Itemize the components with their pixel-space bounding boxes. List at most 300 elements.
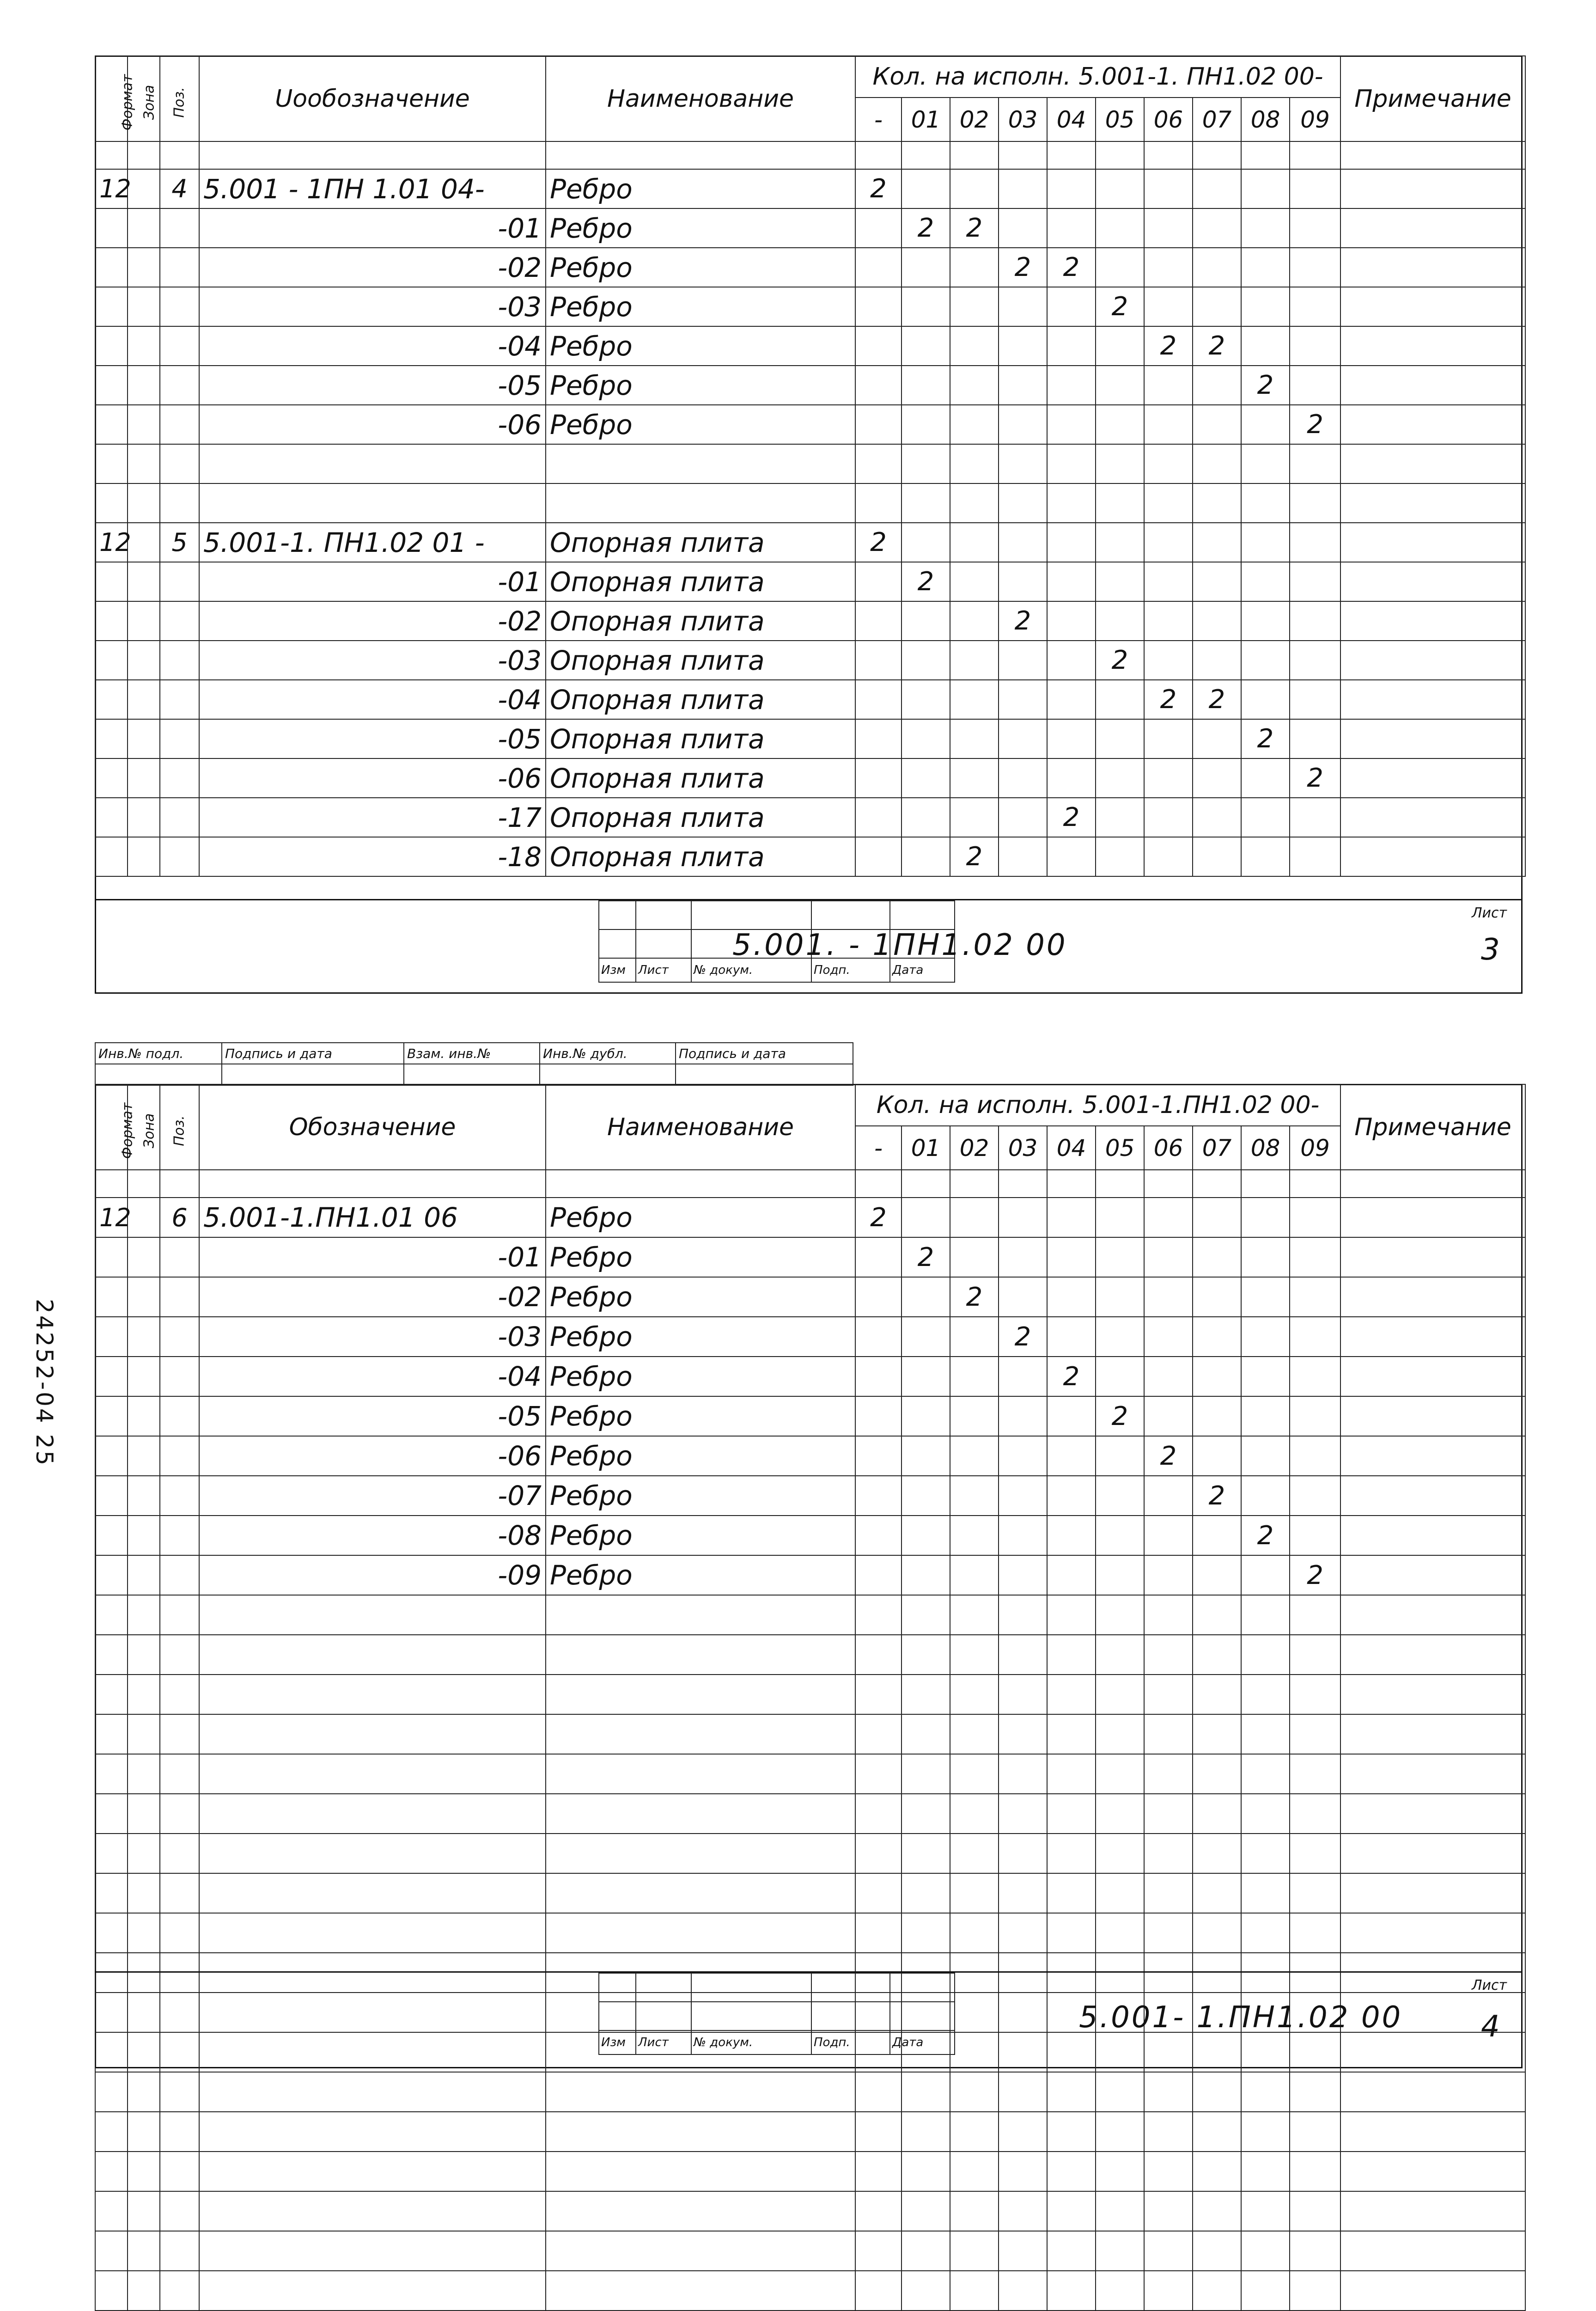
quantity-cell [1193,483,1241,523]
quantity-cell [1241,523,1290,562]
quantity-cell [1047,483,1096,523]
zone-cell [128,483,160,523]
quantity-cell [950,719,999,758]
empty-cell [855,1913,902,1953]
note-cell [1340,680,1525,719]
empty-cell [902,2191,950,2231]
quantity-cell [1290,837,1340,876]
zone-cell [128,1396,160,1436]
quantity-cell [1096,1198,1144,1237]
table-row [95,1396,1525,1436]
designation-cell: -04 [199,1357,546,1396]
quantity-cell [1290,287,1340,326]
format-cell: 12 [95,1198,128,1237]
quantity-cell: 2 [1047,248,1096,287]
format-cell [95,483,128,523]
designation-cell: -04 [199,326,546,366]
quantity-cell [1096,208,1144,248]
table-row [95,405,1525,444]
quantity-cell [1144,1237,1193,1277]
designation-cell: -01 [199,562,546,601]
table-row [95,837,1525,876]
empty-cell [1047,1873,1096,1913]
empty-cell [999,1170,1047,1198]
empty-cell [1290,2191,1340,2231]
empty-cell [95,2072,128,2112]
quantity-cell [950,287,999,326]
note-cell [1340,1396,1525,1436]
quantity-cell [999,483,1047,523]
title-col-label: № докум. [691,958,811,982]
empty-cell [199,1714,546,1754]
empty-cell [1193,2191,1241,2231]
empty-cell [950,2152,999,2191]
empty-cell [855,2072,902,2112]
empty-cell [546,1635,855,1675]
empty-cell [1340,1170,1525,1198]
position-cell [160,1357,199,1396]
quantity-cell [855,837,902,876]
format-cell [95,444,128,483]
empty-cell [999,2152,1047,2191]
name-header: Наименование [546,56,855,141]
quantity-cell [1096,523,1144,562]
title-col-label: Дата [890,958,955,982]
position-cell [160,208,199,248]
quantity-cell [1144,641,1193,680]
designation-cell: -05 [199,719,546,758]
quantity-cell [1241,641,1290,680]
quantity-cell [1290,562,1340,601]
quantity-cell: 2 [855,169,902,208]
quantity-cell [1096,326,1144,366]
quantity-cell: 2 [950,837,999,876]
empty-cell [546,1714,855,1754]
empty-cell [1193,1913,1241,1953]
execution-col-7: 07 [1193,98,1241,141]
zone-cell [128,758,160,798]
empty-cell [1290,1913,1340,1953]
format-cell [95,208,128,248]
designation-header: Обозначение [199,1084,546,1170]
empty-cell [1340,2152,1525,2191]
quantity-cell [1096,1436,1144,1476]
empty-cell [855,2191,902,2231]
empty-cell [546,1754,855,1794]
quantity-cell [1096,1277,1144,1317]
quantity-cell [1193,1277,1241,1317]
table-row [95,169,1525,208]
empty-cell [1193,1170,1241,1198]
empty-cell [95,2191,128,2231]
quantity-cell [902,680,950,719]
empty-cell [1047,1595,1096,1635]
format-cell [95,405,128,444]
quantity-cell: 2 [1193,326,1241,366]
quantity-cell [1193,562,1241,601]
name-cell: Ребро [546,1516,855,1555]
quantity-cell [1047,837,1096,876]
empty-cell [546,2152,855,2191]
designation-cell: -04 [199,680,546,719]
sheet-number: 4 [1481,2010,1502,2044]
empty-cell [1193,1794,1241,1834]
quantity-cell [1241,483,1290,523]
empty-cell [199,2191,546,2231]
empty-cell [999,1714,1047,1754]
quantity-cell [950,562,999,601]
quantity-cell [950,680,999,719]
empty-cell [128,2231,160,2271]
title-col-label: № докум. [691,2030,811,2054]
note-cell [1340,641,1525,680]
quantity-cell [1290,248,1340,287]
name-cell: Ребро [546,287,855,326]
title-col-label: Дата [890,2030,955,2054]
empty-cell [95,1714,128,1754]
quantity-cell: 2 [999,248,1047,287]
quantity-cell [1144,1555,1193,1595]
note-cell [1340,169,1525,208]
quantity-cell [1144,798,1193,837]
empty-cell [950,1635,999,1675]
empty-cell [128,1754,160,1794]
empty-cell [1144,1635,1193,1675]
quantity-cell [1241,287,1290,326]
position-cell [160,562,199,601]
quantity-cell [855,1237,902,1277]
empty-cell [1290,1794,1340,1834]
empty-cell [1096,2152,1144,2191]
table-row [95,2231,1525,2271]
empty-cell [1047,2112,1096,2152]
empty-cell [1241,2152,1290,2191]
table-row [95,1555,1525,1595]
quantity-cell [1096,1317,1144,1357]
quantity-cell [1241,248,1290,287]
table-row [95,562,1525,601]
empty-cell [902,2152,950,2191]
empty-cell [199,1913,546,1953]
quantity-cell: 2 [1144,1436,1193,1476]
empty-cell [199,2271,546,2311]
name-cell: Ребро [546,405,855,444]
format-cell [95,1396,128,1436]
empty-cell [950,2231,999,2271]
revision-cell [599,929,636,958]
quantity-cell [950,248,999,287]
empty-cell [128,1714,160,1754]
empty-cell [128,1595,160,1635]
format-cell [95,1516,128,1555]
empty-cell [1193,2112,1241,2152]
quantity-cell [1290,680,1340,719]
quantity-cell [999,444,1047,483]
empty-cell [199,1873,546,1913]
empty-cell [1340,1834,1525,1873]
empty-cell [1047,2271,1096,2311]
empty-cell [160,2271,199,2311]
stamp-value [676,1064,853,1085]
quantity-cell [950,523,999,562]
title-col-label: Подп. [811,958,890,982]
designation-cell: -03 [199,641,546,680]
quantity-cell: 2 [855,523,902,562]
format-cell: 12 [95,523,128,562]
quantity-cell [999,287,1047,326]
empty-cell [1290,141,1340,169]
stamp-label: Подпись и дата [222,1043,404,1064]
empty-cell [160,2191,199,2231]
table-row [95,208,1525,248]
spec-table-sheet-3 [95,55,1526,877]
quantity-cell [855,208,902,248]
execution-col-5: 05 [1096,98,1144,141]
empty-cell [902,2231,950,2271]
quantity-cell [1290,719,1340,758]
name-cell: Ребро [546,1357,855,1396]
quantity-cell [855,1516,902,1555]
empty-cell [1144,2271,1193,2311]
empty-cell [1241,1913,1290,1953]
name-cell: Опорная плита [546,562,855,601]
quantity-cell [855,758,902,798]
quantity-cell [1193,1555,1241,1595]
empty-cell [160,1170,199,1198]
revision-cell [636,1973,691,2002]
name-cell: Опорная плита [546,641,855,680]
quantity-cell [1241,601,1290,641]
quantity-cell: 2 [950,208,999,248]
empty-cell [1241,2112,1290,2152]
stamp-value [95,1064,222,1085]
quantity-cell [855,1476,902,1516]
note-cell [1340,1357,1525,1396]
designation-cell: -07 [199,1476,546,1516]
empty-cell [902,1913,950,1953]
quantity-cell [1193,1317,1241,1357]
quantity-cell [1144,483,1193,523]
quantity-cell [1144,405,1193,444]
format-cell [95,680,128,719]
empty-cell [902,1834,950,1873]
empty-cell [902,2072,950,2112]
quantity-cell [1241,1198,1290,1237]
empty-cell [902,1595,950,1635]
empty-cell [1290,1170,1340,1198]
empty-cell [546,1595,855,1635]
empty-cell [546,141,855,169]
name-cell: Опорная плита [546,601,855,641]
designation-cell [199,483,546,523]
quantity-cell [855,641,902,680]
quantity-cell [902,523,950,562]
empty-cell [1144,2112,1193,2152]
quantity-cell [1193,641,1241,680]
note-cell [1340,1237,1525,1277]
zone-cell [128,641,160,680]
empty-cell [199,1834,546,1873]
document-number: 5.001- 1.ПН1.02 00 [1079,2000,1403,2035]
quantity-cell [1193,758,1241,798]
title-block-sheet-4 [95,1971,1523,2068]
table-row [95,1834,1525,1873]
table-row [95,1277,1525,1317]
quantity-cell [902,1436,950,1476]
empty-cell [902,2112,950,2152]
quantity-cell [855,1555,902,1595]
empty-cell [1144,2152,1193,2191]
execution-col-0: - [855,98,902,141]
empty-cell [199,2072,546,2112]
designation-cell: -09 [199,1555,546,1595]
empty-cell [1290,1754,1340,1794]
quantity-cell [855,1277,902,1317]
quantity-cell [1193,444,1241,483]
quantity-cell [1193,1237,1241,1277]
stamp-value [404,1064,540,1085]
quantity-cell: 2 [999,1317,1047,1357]
note-cell [1340,1317,1525,1357]
empty-cell [1193,1754,1241,1794]
stamp-value [222,1064,404,1085]
quantity-cell: 2 [902,562,950,601]
note-cell [1340,208,1525,248]
format-header: Формат [95,1084,128,1170]
empty-cell [950,1873,999,1913]
designation-cell: -18 [199,837,546,876]
quantity-cell [1241,1555,1290,1595]
zone-cell [128,366,160,405]
empty-cell [95,1635,128,1675]
format-cell [95,326,128,366]
empty-cell [950,2112,999,2152]
empty-cell [95,1834,128,1873]
empty-cell [855,1170,902,1198]
empty-cell [999,1873,1047,1913]
quantity-cell [1047,680,1096,719]
empty-cell [160,141,199,169]
empty-cell [855,1873,902,1913]
empty-cell [950,2072,999,2112]
empty-cell [1047,141,1096,169]
quantity-cell [1096,1237,1144,1277]
quantity-cell [950,444,999,483]
quantity-cell [855,287,902,326]
name-cell: Опорная плита [546,798,855,837]
quantity-cell [902,1516,950,1555]
execution-col-7: 07 [1193,1126,1241,1170]
quantity-cell [1096,169,1144,208]
empty-cell [546,1834,855,1873]
format-cell [95,366,128,405]
table-row [95,1357,1525,1396]
quantity-cell [1096,444,1144,483]
quantity-cell [855,1396,902,1436]
empty-cell [1340,1754,1525,1794]
quantity-cell [1193,366,1241,405]
quantity-cell [1047,1317,1096,1357]
empty-cell [1193,2072,1241,2112]
quantity-cell [1290,523,1340,562]
quantity-cell [1144,208,1193,248]
name-cell: Опорная плита [546,680,855,719]
revision-cell [811,2002,890,2030]
format-cell [95,719,128,758]
pos-header: Поз. [160,56,199,141]
empty-cell [999,141,1047,169]
designation-cell: -06 [199,405,546,444]
execution-col-3: 03 [999,98,1047,141]
empty-cell [546,2231,855,2271]
quantity-cell [1241,1436,1290,1476]
designation-cell: -08 [199,1516,546,1555]
designation-cell: -17 [199,798,546,837]
empty-cell [199,1754,546,1794]
empty-cell [999,2191,1047,2231]
quantity-cell [1047,1476,1096,1516]
zone-cell [128,1357,160,1396]
quantity-cell [1047,1396,1096,1436]
execution-col-3: 03 [999,1126,1047,1170]
designation-cell: -06 [199,758,546,798]
empty-cell [199,1170,546,1198]
format-cell [95,1277,128,1317]
empty-cell [160,1714,199,1754]
format-cell [95,562,128,601]
empty-cell [1096,2072,1144,2112]
empty-cell [1340,1794,1525,1834]
empty-cell [1047,1635,1096,1675]
quantity-cell [950,798,999,837]
position-cell [160,1516,199,1555]
stamp-label: Инв.№ дубл. [540,1043,676,1064]
empty-cell [1144,1873,1193,1913]
note-cell [1340,326,1525,366]
format-header: Формат [95,56,128,141]
empty-cell [1290,1595,1340,1635]
empty-cell [95,1595,128,1635]
empty-cell [160,2231,199,2271]
empty-cell [1193,2231,1241,2271]
quantity-cell [950,641,999,680]
quantity-cell [902,287,950,326]
table-row [95,1237,1525,1277]
note-cell [1340,798,1525,837]
empty-cell [1241,1754,1290,1794]
quantity-cell [1290,1396,1340,1436]
empty-cell [1241,2072,1290,2112]
empty-cell [950,1170,999,1198]
empty-cell [855,2152,902,2191]
empty-cell [1047,1754,1096,1794]
quantity-cell [1193,287,1241,326]
zone-cell [128,680,160,719]
empty-cell [160,1834,199,1873]
zone-cell [128,837,160,876]
empty-cell [1096,1873,1144,1913]
empty-cell [1047,1675,1096,1714]
empty-cell [1047,1714,1096,1754]
table-row [95,483,1525,523]
empty-cell [199,2231,546,2271]
empty-cell [1047,2191,1096,2231]
format-cell [95,798,128,837]
format-cell [95,1555,128,1595]
empty-cell [1144,141,1193,169]
quantity-cell [950,405,999,444]
quantity-cell [1096,366,1144,405]
